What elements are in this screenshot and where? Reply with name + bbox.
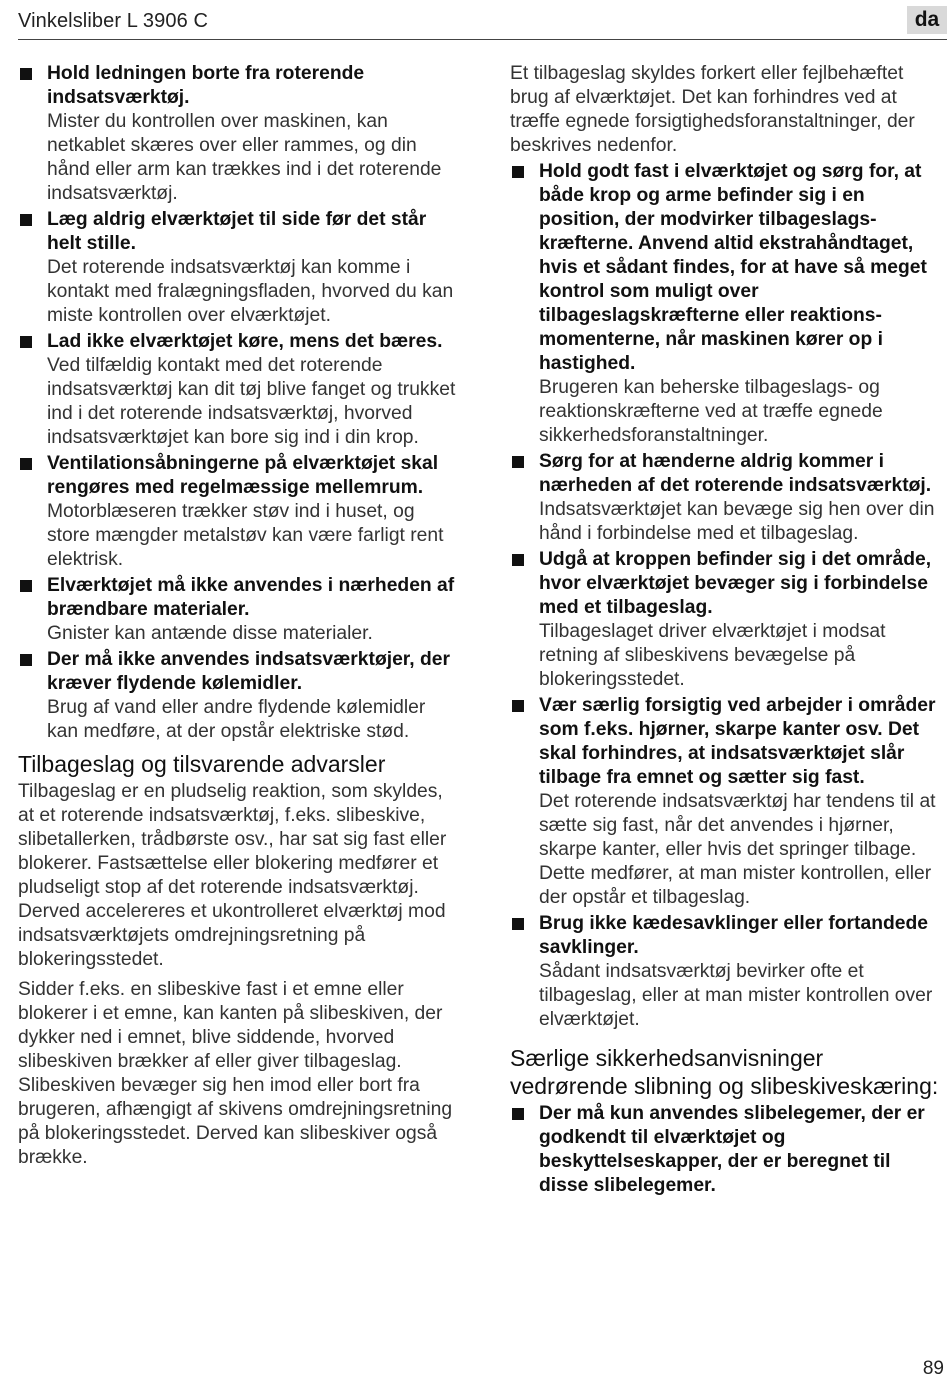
right-column xyxy=(510,62,942,1200)
item-heading: Ventilationsåbningerne på elværktøjet skal rengøres med regelmæssige mellemrum. xyxy=(47,453,439,498)
item-text: Tilbageslaget driver elværktøjet i modsat retning af slibeskivens bevægelse på blokeringsstedet. xyxy=(539,621,886,690)
safety-item xyxy=(18,330,460,450)
item-text: Indsatsværktøjet kan bevæge sig hen over din hånd i forbindelse med et tilbageslag. xyxy=(539,499,935,544)
section-heading: Særlige sikkerhedsanvisninger vedrørende slibning og slibeskiveskæring: xyxy=(510,1045,939,1099)
square-bullet-icon xyxy=(512,166,524,178)
item-heading: Elværktøjet må ikke anvendes i nærheden af brændbare materialer. xyxy=(47,575,455,620)
item-text: Brugeren kan beherske tilbageslags- og reaktionskræfterne ved at træffe egnede sikkerhedsforanstaltninger. xyxy=(539,377,883,446)
safety-item xyxy=(18,452,460,572)
language-badge: da xyxy=(907,6,947,34)
safety-item xyxy=(510,1102,942,1198)
safety-item xyxy=(18,648,460,744)
item-text: Motorblæseren trækker støv ind i huset, og store mængder metalstøv kan være farligt rent elektrisk. xyxy=(47,501,444,570)
body-paragraph: Tilbageslag er en pludselig reaktion, som skyldes, at et roterende indsatsværktøj, f.eks. slibeskive, slibetallerken, trådbørste osv., har sat sig fast eller blokerer. Fastsættelse eller blokering medfører et pludseligt stop af det roterende indsatsværktøj. Derved accelereres et ukontrolleret elværktøj mod indsatsværktøjets omdrejningsretning på blokeringsstedet. xyxy=(18,781,447,970)
square-bullet-icon xyxy=(20,654,32,666)
square-bullet-icon xyxy=(20,580,32,592)
safety-item xyxy=(510,548,942,692)
safety-item xyxy=(510,912,942,1032)
item-heading: Hold ledningen borte fra roterende indsatsværktøj. xyxy=(47,63,365,108)
safety-item xyxy=(510,450,942,546)
item-text: Det roterende indsatsværktøj kan komme i kontakt med fralægningsfladen, hvorved du kan miste kontrollen over elværktøjet. xyxy=(47,257,454,326)
item-heading: Der må ikke anvendes indsatsværktøjer, der kræver flydende kølemidler. xyxy=(47,649,450,694)
item-heading: Vær særlig forsigtig ved arbejder i områder som f.eks. hjørner, skarpe kanter osv. Det skal forhindres, at indsatsværktøjet slår tilbage fra emnet og sætter sig fast. xyxy=(539,695,936,788)
item-text: Ved tilfældig kontakt med det roterende indsatsværktøj kan dit tøj blive fanget og trukket ind i det roterende indsatsværktøj, hvorved indsatsværktøjet kan bore sig ind i din krop. xyxy=(47,355,456,448)
item-heading: Læg aldrig elværktøjet til side før det står helt stille. xyxy=(47,209,427,254)
left-column xyxy=(18,62,460,1176)
square-bullet-icon xyxy=(20,214,32,226)
item-text: Gnister kan antænde disse materialer. xyxy=(47,623,373,644)
square-bullet-icon xyxy=(20,458,32,470)
item-text: Sådant indsatsværktøj bevirker ofte et tilbageslag, eller at man mister kontrollen over elværktøjet. xyxy=(539,961,933,1030)
document-title: Vinkelsliber L 3906 C xyxy=(18,10,208,32)
section-heading: Tilbageslag og tilsvarende advarsler xyxy=(18,751,386,777)
square-bullet-icon xyxy=(20,68,32,80)
item-text: Brug af vand eller andre flydende kølemidler kan medføre, at der opstår elektriske stød. xyxy=(47,697,426,742)
item-text: Mister du kontrollen over maskinen, kan netkablet skæres over eller rammes, og din hånd eller arm kan trækkes ind i det roterende indsatsværktøj. xyxy=(47,111,442,204)
safety-item xyxy=(18,62,460,206)
body-paragraph: Sidder f.eks. en slibeskive fast i et emne eller blokerer i et emne, kan kanten på slibeskiven, der dykker ned i emnet, blive siddende, hvorved slibeskiven brækker af eller giver tilbageslag. Slibeskiven bevæger sig hen imod eller bort fra brugeren, afhængigt af skivens omdrejningsretning på blokeringsstedet. Derved kan slibeskiver også brække. xyxy=(18,979,453,1168)
item-heading: Sørg for at hænderne aldrig kommer i nærheden af det roterende indsatsværktøj. xyxy=(539,451,932,496)
square-bullet-icon xyxy=(20,336,32,348)
square-bullet-icon xyxy=(512,1108,524,1120)
item-text: Det roterende indsatsværktøj har tendens til at sætte sig fast, når det anvendes i hjørner, skarpe kanter, eller hvis det springer tilbage. Dette medfører, at man mister kontrollen, eller der opstår et tilbageslag. xyxy=(539,791,936,908)
header-divider xyxy=(18,39,947,40)
square-bullet-icon xyxy=(512,918,524,930)
safety-item xyxy=(18,208,460,328)
item-heading: Hold godt fast i elværktøjet og sørg for, at både krop og arme befinder sig i en position, der modvirker tilbageslagskræfterne. Anvend altid ekstrahåndtaget, hvis et sådant findes, for at have så meget kontrol som muligt over tilbageslagskræfterne eller reaktionsmomenterne, når maskinen kører op i hastighed. xyxy=(539,161,927,374)
item-heading: Der må kun anvendes slibelegemer, der er godkendt til elværktøjet og beskyttelseskapper, der er beregnet til disse slibelegemer. xyxy=(539,1103,925,1196)
square-bullet-icon xyxy=(512,456,524,468)
item-heading: Lad ikke elværktøjet køre, mens det bæres. xyxy=(47,331,443,352)
safety-item xyxy=(18,574,460,646)
square-bullet-icon xyxy=(512,700,524,712)
item-heading: Udgå at kroppen befinder sig i det område, hvor elværktøjet bevæger sig i forbindelse med et tilbageslag. xyxy=(539,549,932,618)
safety-item xyxy=(510,160,942,448)
safety-item xyxy=(510,694,942,910)
page-number: 89 xyxy=(922,1358,944,1379)
item-heading: Brug ikke kædesavklinger eller fortandede savklinger. xyxy=(539,913,928,958)
square-bullet-icon xyxy=(512,554,524,566)
intro-paragraph: Et tilbageslag skyldes forkert eller fejlbehæftet brug af elværktøjet. Det kan forhindres ved at træffe egnede forsigtighedsforanstaltninger, der beskrives nedenfor. xyxy=(510,63,915,156)
